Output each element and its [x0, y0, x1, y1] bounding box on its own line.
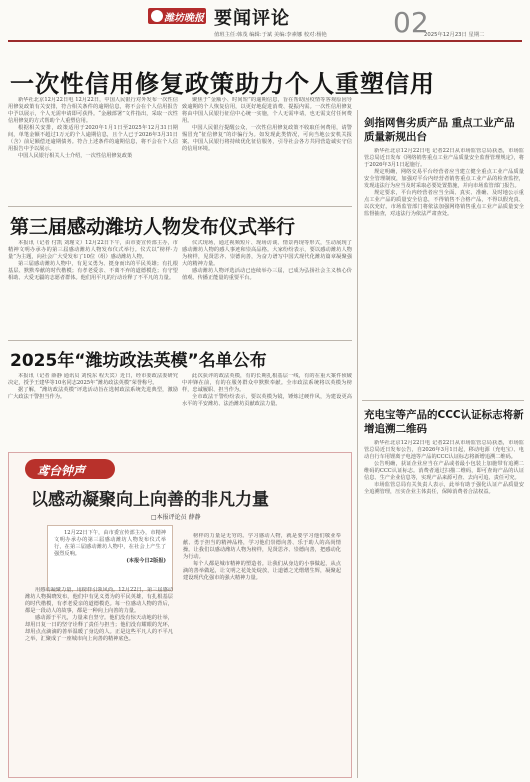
paragraph: 中国人民银行相关人士介绍，一次性信用修复政策 — [18, 153, 133, 159]
paragraph: 公告明确，获证企业应当在产品或者最小包装上加施带有追溯二维码的CCC认证标志。消费者通过扫描二维码，即可查询产品的认证信息、生产企业信息等，实现产品来源可查、去向可追、责任可究。 — [364, 461, 524, 481]
paragraph: 根据相关安排，政策适用于2020年1月1日至2025年12月31日期间，单笔金额不超过1万元的个人逾期信息，且个人已于2026年3月31日（含）前足额偿还逾期债务。符合上述条件的逾期信息，将不会在个人信用报告中予以展示。 — [8, 125, 178, 152]
sidebar1-body — [364, 148, 524, 396]
column-name: 鸢台钟声 — [37, 464, 86, 478]
paragraph: 每个人都是城市精神的塑造者。让我们从身边的小事做起，从点滴的善举做起，让文明之花处处绽放，让道德之光熠熠生辉，凝聚起建设现代化强市的强大精神力量。 — [183, 561, 341, 581]
paragraph: 市场监管总局有关负责人表示，此举有助于强化认证产品质量安全追溯管理，压实企业主体责任，保障消费者合法权益。 — [364, 482, 524, 495]
paragraph: 聚焦于“金额小、时间短”的逾期信息，旨在帮助因疫情等客观原因导致逾期的个人恢复信用，以更好地促进消费、提振内需。一次性信用修复将由中国人民银行征信中心统一实施，个人无需申请，也无需支付任何费用。 — [182, 97, 352, 124]
masthead-rule — [8, 40, 522, 42]
headline1-col2 — [182, 97, 352, 203]
brand-name: 潍坊晚报 — [164, 13, 204, 24]
paragraph: 全市政法干警纷纷表示，要以英模为镜，锤炼过硬作风，为建设更高水平的平安潍坊、法治潍坊贡献政法力量。 — [182, 394, 352, 407]
page-credits: 值班主任:韩茂 编辑:于斌 美编:李素娜 校对:杨艳 — [214, 32, 327, 38]
paragraph: 本报讯（记者 薛静 通讯员 刘悦东 程天宾）近日，经市委政法委研究决定，授予王建华等10名同志2025年“潍坊政法英模”荣誉称号。 — [8, 373, 178, 386]
paragraph: 仪式现场，通过视频短片、现场访谈、情景再现等形式，生动展现了感动潍坊人物的感人事迹和崇高品格。大家纷纷表示，要以感动潍坊人物为榜样，见贤思齐、崇德向善，为奋力谱写中国式现代化潍坊篇章凝聚强大的精神力量。 — [182, 240, 352, 267]
column-badge — [25, 459, 115, 479]
commentary-box — [8, 452, 352, 778]
paragraph: 第三届感动潍坊人物中，有见义勇为、挺身而出的平民英雄；有扎根基层、默默奉献的时代楷模；有孝老爱亲、不离不弃的道德模范；有守望相助、大爱无疆的志愿者群体。他们用平凡的行动诠释了不平凡的力量。 — [8, 261, 178, 281]
sidebar2-title-text: 充电宝等产品的CCC认证标志将新增追溯二维码 — [364, 409, 524, 435]
paragraph: 感动潍坊人物评选活动已连续举办三届，已成为弘扬社会主义核心价值观、传播正能量的重要平台。 — [182, 268, 352, 281]
paragraph: 此次获评的政法英模，有的长期扎根基层一线，有的在重大案件侦破中冲锋在前，有的在服务群众中默默奉献。全市政法系统将以英模为榜样，忠诚履职、担当作为。 — [182, 373, 352, 393]
masthead — [0, 0, 530, 42]
headline1-col1 — [8, 97, 178, 203]
paragraph: 感动源于平凡，力量来自坚守。他们没有惊天动地的壮举，却用日复一日的坚守诠释了责任与担当；他们没有耀眼的光环，却用点点滴滴的善举温暖了身边的人。正是这些平凡人的不平凡之举，汇聚成了一座城市向上向善的精神底色。 — [25, 615, 173, 642]
sidebar2-title — [364, 408, 524, 436]
headline3-col2 — [182, 373, 352, 447]
sidebar1-title-text: 剑指网售劣质产品 重点工业产品质量新规出台 — [364, 117, 515, 143]
paragraph: 榜样的力量是无穷的。学习感动人物，就是要学习他们敬业奉献、勇于担当的精神品格，学习他们崇德向善、乐于助人的高尚情操。让我们以感动潍坊人物为榜样，见贤思齐、崇德向善，把感动化为行动。 — [183, 533, 341, 560]
commentary-col2 — [183, 533, 341, 771]
divider — [362, 400, 524, 401]
commentary-byline: □本报评论员 薛静 — [151, 514, 201, 521]
headline3-title: 2025年“潍坊政法英模”名单公布 — [10, 351, 267, 371]
paragraph: 据了解，“潍坊政法英模”评选活动旨在选树政法系统先进典型，激励广大政法干警担当作为。 — [8, 387, 178, 400]
paragraph: 规定要求，平台内经营者应当全面、真实、准确、及时地公示重点工业产品的质量安全信息，不得销售不合格产品，不得以假充真、以次充好。市场监管部门将依法加强网络销售重点工业产品质量安全监督抽查，对违法行为依法严肃查处。 — [364, 190, 524, 217]
paragraph: 中国人民银行提醒公众，一次性信用修复政策不收取任何费用，请警惕冒充“征信修复”的诈骗行为。如发现此类情况，可向当地公安机关报案。中国人民银行将持续优化征信服务，引导社会各方共同营造诚实守信的信用环境。 — [182, 125, 352, 152]
commentary-callout — [47, 525, 173, 591]
headline2-col2 — [182, 240, 352, 336]
paragraph: 新华社北京12月22日电 记者22日从市场监管总局获悉，市场监管总局近日发布公告，自2026年3月1日起，移动电源（充电宝）、电动自行车用锂离子电池等产品的CCC认证标志将新增追溯二维码。 — [364, 440, 524, 460]
sidebar1-title — [364, 116, 524, 144]
paragraph: 本报讯（记者 付凯 刘瑾文）12月22日下午，由市委宣传部主办，市精神文明办承办的第三届感动潍坊人物发布仪式举行。仪式以“榜样·力量”为主题，向社会广大受发布了10位（组）感动潍坊人物。 — [8, 240, 178, 260]
paragraph: 用感动凝聚力量，用榜样引领风尚。12月22日，第三届感动潍坊人物揭晓发布，他们中有见义勇为的平民英雄，有扎根基层的时代楷模，有孝老爱亲的道德模范。每一位感动人物的背后，都是一段动人的故事，都是一种向上向善的力量。 — [25, 587, 173, 614]
paragraph: 新华社北京12月22日电 记者22日从市场监管总局获悉，市场监管总局近日发布《网络销售重点工业产品质量安全监督管理规定》，将于2026年3月1日起施行。 — [364, 148, 524, 168]
issue-date: 2025年12月23日 星期二 — [424, 32, 485, 38]
headline2-title: 第三届感动潍坊人物发布仪式举行 — [10, 216, 296, 238]
callout-text: 12月22日下午，由市委宣传部主办，市精神文明办承办的第三届感动潍坊人物发布仪式举行，在第三届感动潍坊人物中，在社会上产生了强烈反响。 — [54, 530, 166, 557]
callout-note: (本报今日2版报) — [126, 558, 166, 564]
commentary-col1 — [25, 587, 173, 771]
page-number: 02 — [393, 6, 429, 39]
headline2-col1 — [8, 240, 178, 336]
divider — [8, 340, 352, 341]
headline1-title: 一次性信用修复政策助力个人重塑信用 — [10, 70, 435, 98]
commentary-title: 以感动凝聚向上向善的非凡力量 — [31, 490, 269, 510]
paragraph: 新华社北京12月22日电 12月22日，中国人民银行对外发布一次性信用修复政策有关安排，符合相关条件的逾期信息，将不会在个人信用报告中予以展示，个人无需申请即可获得。“金融部署”文件指出，采取一次性信用修复的方式帮助个人重塑信用。 — [8, 97, 178, 124]
divider — [8, 206, 352, 207]
section-title: 要闻评论 — [214, 8, 290, 29]
column-divider — [357, 110, 358, 778]
sidebar2-body — [364, 440, 524, 776]
headline3-col1 — [8, 373, 178, 447]
paragraph: 规定明确，网络交易平台经营者应当建立健全重点工业产品质量安全管理制度，加强对平台内经营者销售重点工业产品的检查监控，发现违法行为应当及时采取必要处置措施，并向市场监管部门报告。 — [364, 169, 524, 189]
logo-emblem-icon — [151, 10, 163, 22]
